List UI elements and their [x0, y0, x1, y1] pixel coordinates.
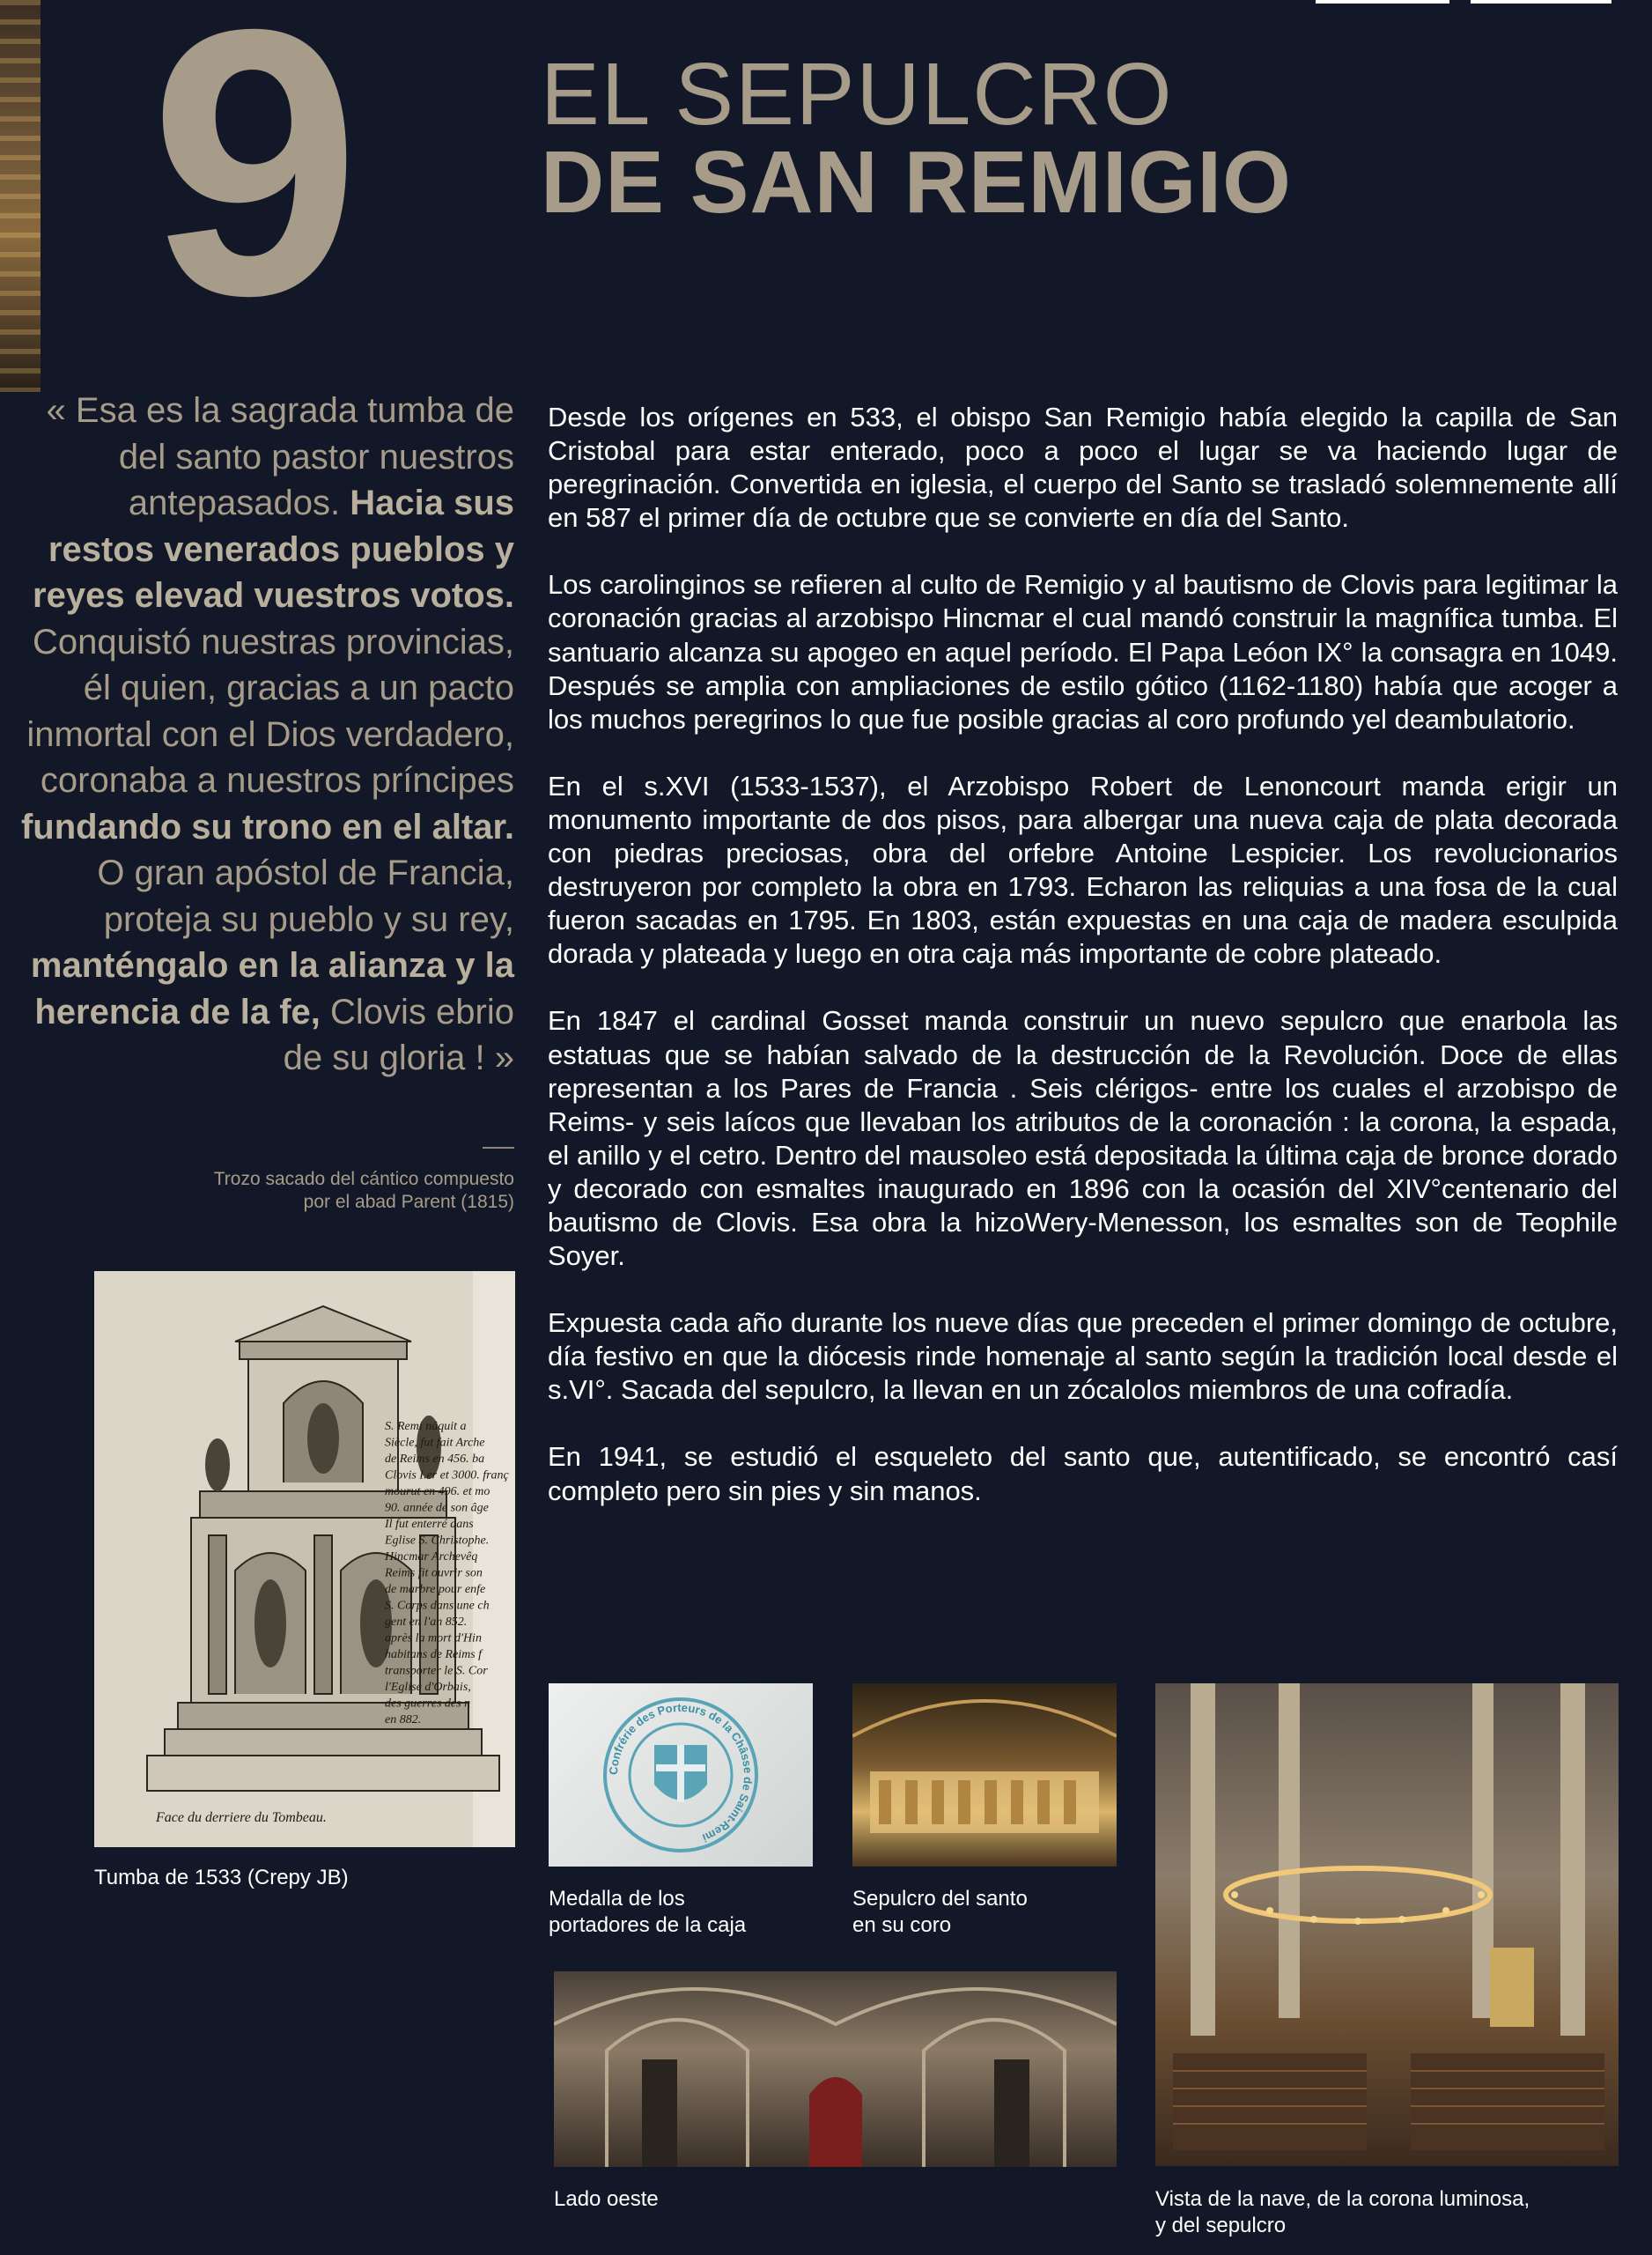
choir-tomb-drawing: [852, 1683, 1117, 1867]
engraving-text-line: Clovis I.er et 3000. franç: [385, 1468, 509, 1482]
body-text: [548, 401, 1618, 1542]
west-side-drawing: [554, 1971, 1117, 2167]
section-number: 9: [150, 0, 352, 374]
paragraph: Los carolinginos se refieren al culto de Remigio y al bautismo de Clovis para legitimar la coronación gracias al arzobispo Hincmar el cual mandó construir la magnífica tumba. El santuario alcanza su apogeo en aquel período. El Papa Leóon IX° la consagra en 1049. Después se amplia con ampliaciones de estilo gótico (1162-1180) había que acoger a los muchos peregrinos lo que fue posible gracias al coro profundo yel deambulatorio.: [548, 569, 1618, 735]
caption-line: en su coro: [852, 1913, 952, 1937]
quote-bold: fundando su trono en el altar.: [20, 807, 514, 847]
medal-drawing: [549, 1683, 813, 1867]
paragraph: Desde los orígenes en 533, el obispo San Remigio había elegido la capilla de San Cristobal para estar enterado, poco a poco el lugar se va haciendo lugar de peregrinación. Convertida en iglesia, el cuerpo del Santo se trasladó solemnemente allí en 587 el primer día de octubre que se convierte en día del Santo.: [548, 402, 1618, 534]
engraving-text-line: S. Corps dans une ch: [385, 1599, 490, 1613]
engraving-text-line: de Reims en 456. ba: [385, 1453, 485, 1466]
paragraph: En 1941, se estudió el esqueleto del santo que, autentificado, se encontró casí completo pero sin pies y sin manos.: [548, 1441, 1618, 1506]
engraving-text-line: des guerres des n: [385, 1697, 471, 1711]
paragraph: En el s.XVI (1533-1537), el Arzobispo Robert de Lenoncourt manda erigir un monumento importante de dos pisos, para albergar una nueva caja de plata decorada con piedras preciosas, obra del orfebre Antoine Lespicier. Los revolucionarios destruyeron por completo la obra en 1793. Echaron las reliquias a una fosa de la cual fueron sacadas en 1795. En 1803, están expuestas en una caja de madera esculpida dorada y plateada y luego en otra caja más importante de cobre plateado.: [548, 770, 1618, 970]
caption-west: Lado oeste: [554, 2187, 659, 2211]
medal-image: [549, 1683, 813, 1867]
medal-ring-text: Confrérie des Porteurs de la Châsse de Saint-Remi: [606, 1700, 756, 1845]
engraving-text-line: Il fut enterré dans: [385, 1518, 474, 1531]
caption-line: portadores de la caja: [549, 1913, 747, 1937]
nave-drawing: [1155, 1683, 1619, 2166]
page-title-line1: EL SEPULCRO: [541, 45, 1174, 144]
engraving-text-line: transporter le S. Cor: [385, 1664, 488, 1678]
quote-bold: manténgalo en la alianza y la herencia de la fe,: [30, 946, 514, 1031]
quote-source: [88, 1168, 514, 1214]
caption-engraving: Tumba de 1533 (Crepy JB): [94, 1866, 349, 1889]
quote-text: O gran apóstol de Francia, proteja su pueblo y su rey,: [97, 854, 514, 939]
top-tab-left: [1316, 0, 1449, 4]
engraving-text-line: Siècle, fut fait Arche: [385, 1436, 485, 1450]
caption-line: Vista de la nave, de la corona luminosa,: [1155, 2187, 1530, 2211]
tomb-engraving-image: [94, 1271, 515, 1847]
top-tab-right: [1471, 0, 1611, 4]
chandelier-photo-strip: [0, 0, 41, 392]
engraving-text-line: S. Remi nâquit a: [385, 1420, 467, 1433]
quote-source-line: por el abad Parent (1815): [303, 1192, 514, 1212]
quote-text: Clovis ebrio de su gloria ! »: [283, 992, 514, 1077]
engraving-text-line: gent en l'an 852.: [385, 1615, 468, 1629]
caption-coro: [852, 1886, 1028, 1939]
caption-line: y del sepulcro: [1155, 2214, 1287, 2237]
quote-divider: [483, 1147, 514, 1149]
caption-nave: [1155, 2186, 1530, 2239]
engraving-text-line: habitans de Reims f: [385, 1648, 483, 1661]
caption-line: Sepulcro del santo: [852, 1887, 1028, 1911]
engraving-text-line: de marbre pour enfe: [385, 1583, 486, 1596]
caption-medal: [549, 1886, 746, 1939]
engraving-text-line: après la mort d'Hin: [385, 1631, 482, 1645]
paragraph: Expuesta cada año durante los nueve días que preceden el primer domingo de octubre, día festivo en que la diócesis rinde homenaje al santo según la tradición local desde el s.VI°. Sacada del sepulcro, la llevan en un zócalolos miembros de una cofradía.: [548, 1307, 1618, 1406]
engraving-text-line: Reims fit ouvrir son: [385, 1566, 483, 1580]
paragraph: En 1847 el cardinal Gosset manda construir un nuevo sepulcro que enarbola las estatuas que se habían salvado de la destrucción de la Revolución. Doce de ellas representan a los Pares de Francia . Seis clérigos- entre los cuales el arzobispo de Reims- y seis laícos que llevaban los atributos de la coronación : la corona, la espada, el anillo y el cetro. Dentro del mausoleo está depositada la última caja de bronce dorado y decorado con esmaltes inaugurado en 1896 con la ocasión del XIV°centenario del bautismo de Clovis. Esa obra la hizoWery-Menesson, los esmaltes son de Teophile Soyer.: [548, 1005, 1618, 1272]
engraving-text-line: Hincmar Archevêq: [385, 1550, 478, 1564]
page-title-line2: DE SAN REMIGIO: [541, 133, 1292, 232]
engraving-text-line: mourut en 496. et mo: [385, 1485, 490, 1498]
caption-line: Medalla de los: [549, 1887, 685, 1911]
engraving-text-line: l'Eglise d'Orbais,: [385, 1681, 471, 1694]
tomb-engraving-drawing: [94, 1271, 515, 1847]
west-side-photo: [554, 1971, 1117, 2167]
pull-quote: [14, 388, 514, 1082]
engraving-text-line: Eglise S. Christophe.: [385, 1534, 490, 1548]
quote-source-line: Trozo sacado del cántico compuesto: [213, 1169, 514, 1189]
quote-text: Conquistó nuestras provincias, él quien, gracias a un pacto inmortal con el Dios verdadero, coronaba a nuestros príncipes: [26, 622, 514, 800]
engraving-text-line: en 882.: [385, 1713, 422, 1726]
engraving-text-line: 90. année de son âge: [385, 1501, 489, 1515]
choir-tomb-photo: [852, 1683, 1117, 1867]
quote-bold: Hacia sus restos venerados pueblos y reyes elevad vuestros votos.: [33, 484, 514, 615]
quote-text: « Esa es la sagrada tumba de del santo pastor nuestros antepasados.: [46, 391, 514, 522]
engraving-caption: Face du derriere du Tombeau.: [156, 1810, 327, 1825]
nave-photo: [1155, 1683, 1619, 2166]
